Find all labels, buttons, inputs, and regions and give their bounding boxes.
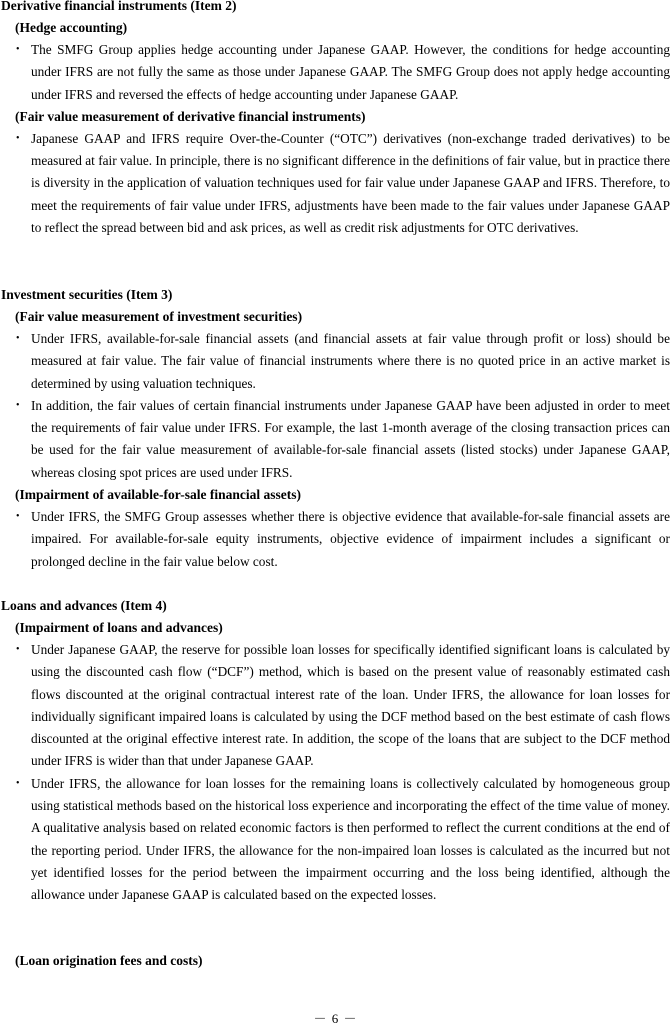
section-title: Investment securities (Item 3) xyxy=(1,287,173,302)
bullet-text: Japanese GAAP and IFRS require Over-the-Counter (“OTC”) derivatives (non-exchange traded derivatives) to be measured at fair value. In principle, there is no significant difference in the definitions of fair value, but in practice there is diversity in the application of valuation techniques used for fair value under Japanese GAAP and IFRS. Therefore, to meet the requirements of fair value under IFRS, adjustments have been made to the fair values under Japanese GAAP to reflect the spread between bid and ask prices, as well as credit risk adjustments for OTC derivatives. xyxy=(31,130,670,236)
bullet-text: Under IFRS, available-for-sale financial assets (and financial assets at fair value through profit or loss) should be measured at fair value. The fair value of financial instruments where there is no quoted price in an active market is determined by using valuation techniques. xyxy=(31,331,670,391)
subsection-heading-impairment-loans: (Impairment of loans and advances) xyxy=(15,620,223,635)
section-title: Derivative financial instruments (Item 2) xyxy=(1,0,237,13)
section-derivatives xyxy=(0,0,671,239)
bullet-list xyxy=(0,39,671,106)
page-number: － 6 － xyxy=(313,1011,358,1026)
bullet-dot: • xyxy=(16,333,20,344)
bullet-list xyxy=(0,506,671,573)
bullet-item xyxy=(0,128,671,239)
bullet-item xyxy=(0,328,671,395)
bullet-dot: • xyxy=(16,511,20,523)
bullet-list xyxy=(0,639,671,907)
subsection-heading-fair-value-derivatives: (Fair value measurement of derivative financial instruments) xyxy=(15,108,366,124)
bullet-item xyxy=(0,395,671,484)
bullet-dot: • xyxy=(16,399,20,411)
bullet-item xyxy=(0,506,671,573)
section-title: Loans and advances (Item 4) xyxy=(1,598,167,613)
bullet-item xyxy=(0,39,671,106)
section-investment-securities xyxy=(0,284,671,573)
bullet-text: Under IFRS, the SMFG Group assesses whether there is objective evidence that available-for-sale financial assets are impaired. For available-for-sale equity instruments, objective evidence of impairment includes a significant or prolonged decline in the fair value below cost. xyxy=(31,509,670,569)
bullet-dot: • xyxy=(16,132,20,144)
subsection-heading-fair-value-investments: (Fair value measurement of investment securities) xyxy=(15,309,303,324)
subsection-heading-impairment-afs: (Impairment of available-for-sale financial assets) xyxy=(15,487,301,503)
section-loan-origination xyxy=(0,950,671,972)
bullet-item xyxy=(0,639,671,773)
subsection-heading-loan-origination: (Loan origination fees and costs) xyxy=(15,953,203,968)
bullet-dot: • xyxy=(16,644,20,655)
bullet-text: In addition, the fair values of certain financial instruments under Japanese GAAP have been adjusted in order to meet the requirements of fair value under IFRS. For example, the last 1-month average of the closing transaction prices can be used for the fair value measurement of available-for-sale financial assets (listed stocks) under Japanese GAAP, whereas closing spot prices are used under IFRS. xyxy=(31,397,670,480)
bullet-dot: • xyxy=(16,777,20,789)
bullet-text: Under Japanese GAAP, the reserve for possible loan losses for specifically identified significant loans is calculated by using the discounted cash flow (“DCF”) method, which is based on the present value of reasonably estimated cash flows discounted at the original contractual interest rate of the loan. Under IFRS, the allowance for loan losses for individually significant impaired loans is calculated by using the DCF method based on the best estimate of cash flows discounted at the original effective interest rate. In addition, the scope of the loans that are subject to the DCF method under IFRS is wider than that under Japanese GAAP. xyxy=(31,642,670,769)
section-loans-advances xyxy=(0,595,671,907)
bullet-dot: • xyxy=(16,44,20,55)
bullet-text: Under IFRS, the allowance for loan losses for the remaining loans is collectively calculated by homogeneous group using statistical methods based on the historical loss experience and incorporating the effect of the time value of money. A qualitative analysis based on related economic factors is then performed to reflect the current conditions at the end of the reporting period. Under IFRS, the allowance for the non-impaired loan losses is calculated as the incurred but not yet identified losses for the period between the impairment occurring and the loss being identified, although the allowance under Japanese GAAP is calculated based on the expected losses. xyxy=(31,775,670,903)
bullet-list xyxy=(0,128,671,239)
bullet-list xyxy=(0,328,671,484)
bullet-text: The SMFG Group applies hedge accounting under Japanese GAAP. However, the conditions for hedge accounting under IFRS are not fully the same as those under Japanese GAAP. The SMFG Group does not apply hedge accounting under IFRS and reversed the effects of hedge accounting under Japanese GAAP. xyxy=(31,42,670,102)
bullet-item xyxy=(0,773,671,907)
subsection-heading-hedge-accounting: (Hedge accounting) xyxy=(15,20,128,35)
